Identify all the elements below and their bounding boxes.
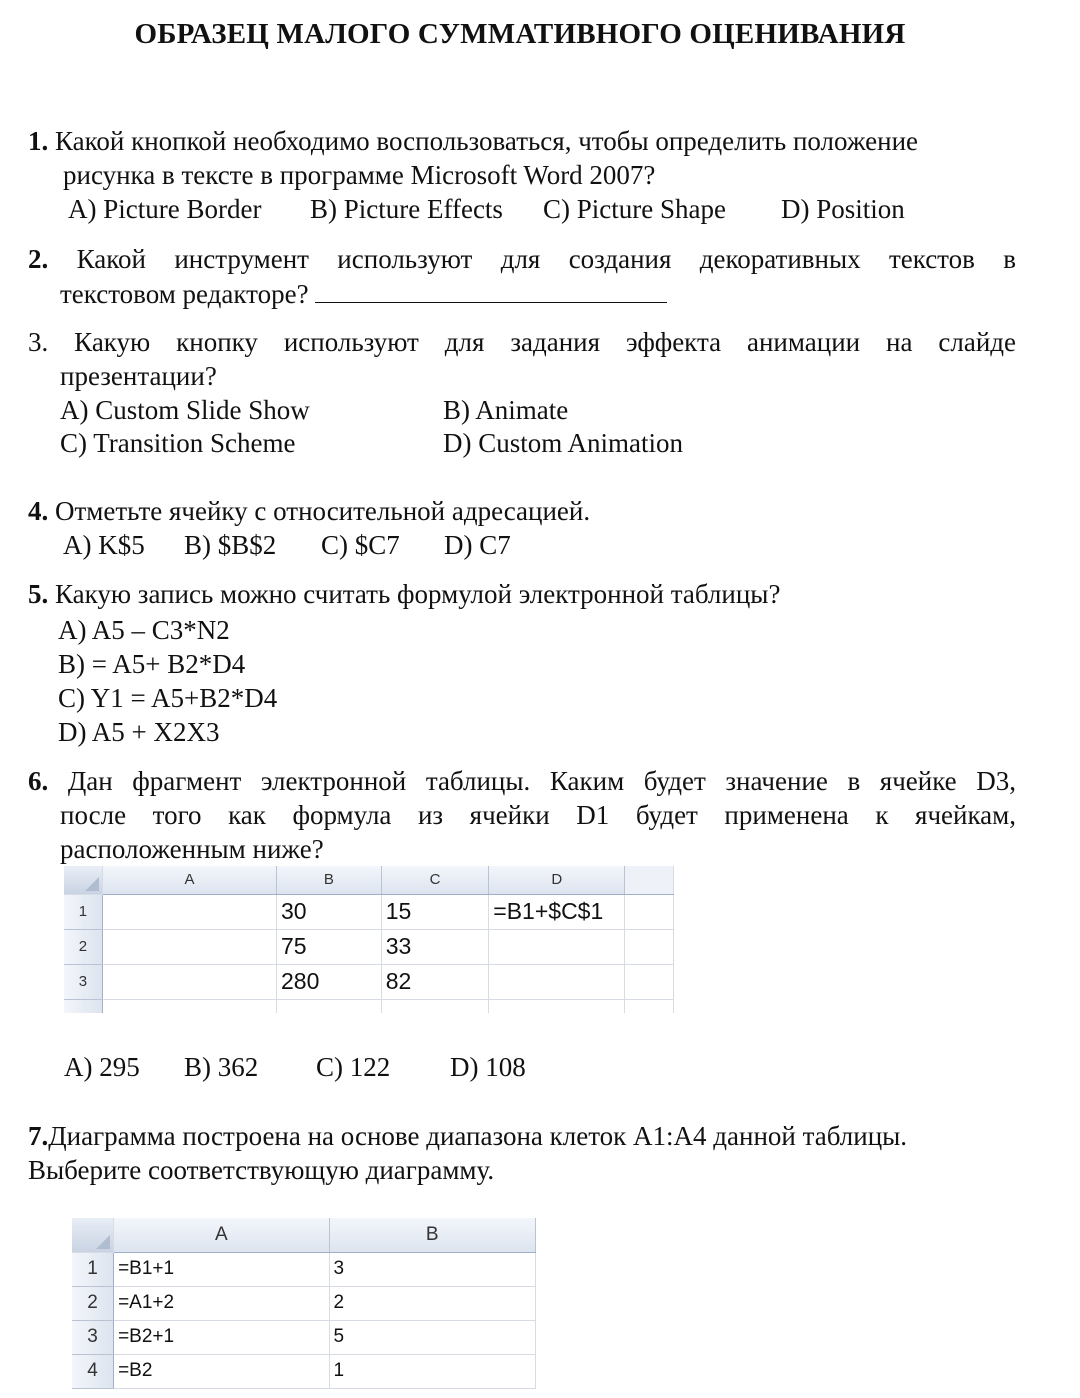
answer-option: A) A5 – C3*N2: [58, 615, 230, 645]
answer-option: D) 108: [450, 1052, 526, 1082]
question-text: текстовом редакторе?: [60, 279, 309, 309]
question-text: презентации?: [60, 361, 217, 391]
table-cell: =B2: [114, 1354, 329, 1388]
table-row: [72, 1320, 536, 1354]
question-number: 7.: [28, 1121, 49, 1151]
question-text: Отметьте ячейку с относительной адресацией.: [55, 496, 591, 526]
answer-option: C) Y1 = A5+B2*D4: [58, 683, 278, 713]
table-row: [72, 1252, 536, 1286]
answer-option: C) 122: [316, 1052, 391, 1082]
answer-option: A) Picture Border: [68, 194, 262, 224]
answer-blank-line: [315, 276, 667, 303]
answer-option: C) Transition Scheme: [60, 428, 296, 458]
question-text: Выберите соответствующую диаграмму.: [28, 1155, 495, 1185]
question-number: 4.: [28, 496, 49, 526]
spreadsheet-fragment: [64, 866, 674, 1013]
select-all-corner: [72, 1218, 114, 1252]
page-title: ОБРАЗЕЦ МАЛОГО СУММАТИВНОГО ОЦЕНИВАНИЯ: [134, 18, 906, 50]
column-header: C: [381, 866, 489, 894]
answer-option: B) Animate: [443, 395, 569, 425]
row-header: 2: [64, 929, 102, 964]
question-text: Какую запись можно считать формулой электронной таблицы?: [55, 579, 781, 609]
table-cell: =B1+$C$1: [489, 894, 625, 929]
question-number: 5.: [28, 579, 49, 609]
column-header: B: [329, 1218, 535, 1252]
question-text: Какой инструмент используют для создания декоративных текстов в: [76, 244, 1016, 274]
table-cell: 280: [277, 964, 382, 999]
question-number: 2.: [28, 244, 49, 274]
row-header: 3: [72, 1320, 114, 1354]
table-cell: 33: [381, 929, 489, 964]
table-row: [64, 894, 674, 929]
table-cell: 2: [329, 1286, 535, 1320]
table-cell: 30: [277, 894, 382, 929]
table-row: [72, 1286, 536, 1320]
row-header: 4: [72, 1354, 114, 1388]
table-cell: [102, 894, 276, 929]
answer-option: C) Picture Shape: [543, 194, 726, 224]
table-cell: [102, 964, 276, 999]
column-header: B: [277, 866, 382, 894]
table-cell: =B1+1: [114, 1252, 329, 1286]
row-header: 1: [72, 1252, 114, 1286]
table-cell: [489, 964, 625, 999]
table-cell: 3: [329, 1252, 535, 1286]
spreadsheet-fragment: [72, 1218, 536, 1389]
select-all-corner: [64, 866, 102, 894]
row-header: 3: [64, 964, 102, 999]
question-number: 3: [28, 327, 42, 357]
table-cell: [489, 929, 625, 964]
table-cell: =B2+1: [114, 1320, 329, 1354]
answer-option: A) K$5: [63, 530, 145, 560]
table-cell: 15: [381, 894, 489, 929]
answer-option: C) $C7: [321, 530, 400, 560]
column-header: A: [114, 1218, 329, 1252]
row-header: 2: [72, 1286, 114, 1320]
column-header: D: [489, 866, 625, 894]
question-text: Диаграмма построена на основе диапазона клеток A1:A4 данной таблицы.: [48, 1121, 908, 1151]
table-cell: =A1+2: [114, 1286, 329, 1320]
question-text: . Какую кнопку используют для задания эффекта анимации на слайде: [41, 327, 1016, 357]
table-cell: 1: [329, 1354, 535, 1388]
answer-option: B) = A5+ B2*D4: [58, 649, 246, 679]
question-text: Какой кнопкой необходимо воспользоваться, чтобы определить положение: [55, 126, 918, 156]
table-row: [72, 1354, 536, 1388]
answer-option: B) Picture Effects: [310, 194, 503, 224]
column-header: A: [102, 866, 276, 894]
table-cell: 75: [277, 929, 382, 964]
question-text: расположенным ниже?: [60, 834, 324, 864]
answer-option: D) Custom Animation: [443, 428, 684, 458]
table-cell: 5: [329, 1320, 535, 1354]
answer-option: B) 362: [184, 1052, 259, 1082]
answer-option: A) Custom Slide Show: [60, 395, 310, 425]
question-text: Дан фрагмент электронной таблицы. Каким будет значение в ячейке D3,: [67, 766, 1017, 796]
answer-option: B) $B$2: [184, 530, 277, 560]
row-header: 1: [64, 894, 102, 929]
table-cell: 82: [381, 964, 489, 999]
table-cell: [102, 929, 276, 964]
answer-option: D) Position: [781, 194, 905, 224]
question-text: после того как формула из ячейки D1 будет применена к ячейкам,: [60, 800, 1016, 830]
table-row: [64, 929, 674, 964]
question-number: 6.: [28, 766, 49, 796]
question-number: 1.: [28, 126, 49, 156]
question-text: рисунка в тексте в программе Microsoft Word 2007?: [63, 160, 656, 190]
answer-option: D) A5 + X2X3: [58, 717, 220, 747]
table-row: [64, 964, 674, 999]
answer-option: A) 295: [64, 1052, 140, 1082]
answer-option: D) C7: [444, 530, 511, 560]
